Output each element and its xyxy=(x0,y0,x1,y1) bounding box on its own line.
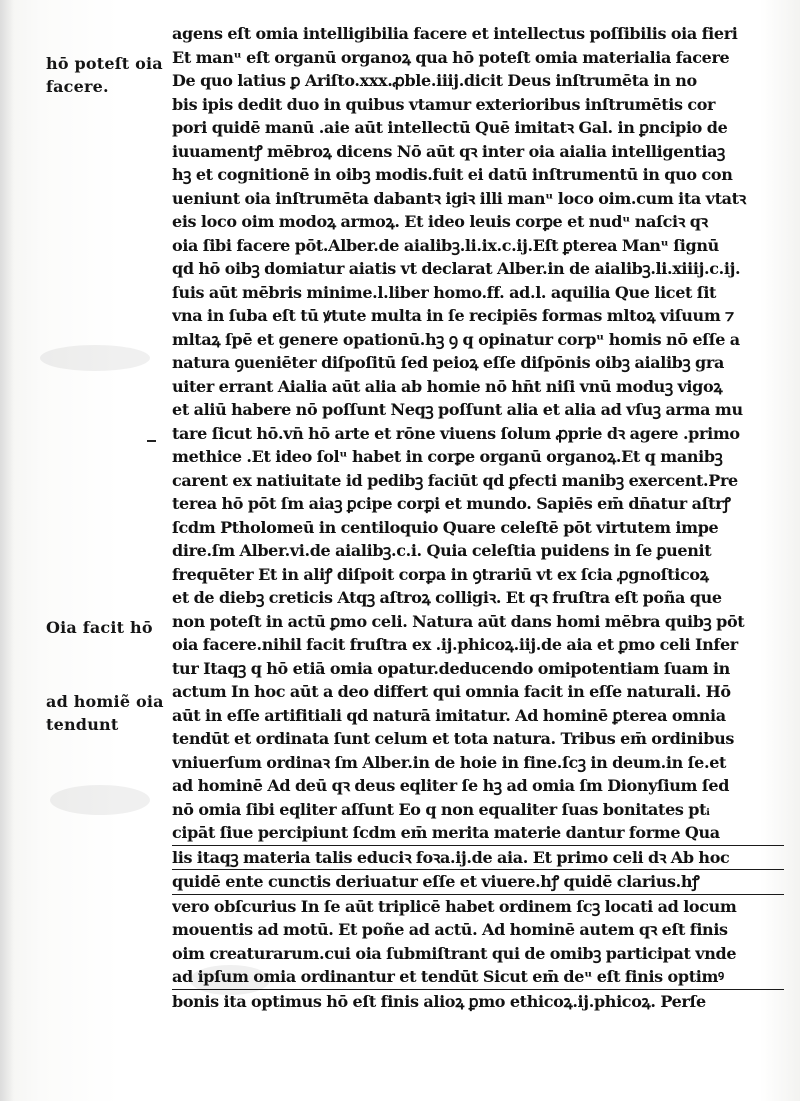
text-line: mltaꝝ ſpē et genere opationū.hꝫ ꝯ q opinatur corpᵘ homis nō eſſe a xyxy=(172,329,740,349)
text-line: terea hō pōt ſm aiaꝫ ꝑcipe corꝑi et mundo. Sapiēs em̄ dn̄atur aſtrꝭ xyxy=(172,494,731,513)
page-gutter-shadow xyxy=(0,0,14,1101)
margin-note-line: Oia facit hō xyxy=(46,618,153,637)
text-line: bis ipis dedit duo in quibus vtamur exterioribus inſtrumētis cor xyxy=(172,94,716,114)
text-line: actum In hoc aūt a deo differt qui omnia facit in eſſe naturali. Hō xyxy=(172,682,731,701)
text-line: vniuerſum ordinaꝛ ſm Alber.in de hoie in fine.ſcꝫ in deum.in ſe.et xyxy=(172,752,727,772)
margin-note-line: tendunt xyxy=(46,715,119,734)
text-line: ueniunt oia inſtrumēta dabantꝛ igiꝛ illi manᵘ loco oim.cum ita vtatꝛ xyxy=(172,188,746,208)
text-line: mouentis ad motū. Et poñe ad actū. Ad hominē autem qꝛ eſt finis xyxy=(172,920,728,939)
text-line-underlined: quidē ente cunctis deriuatur eſſe et viuere.hꝭ quidē clarius.hꝭ xyxy=(172,870,784,895)
text-line: uiter errant Aialia aūt alia ab homie nō hn̄t niſi vnū moduꝫ vigoꝝ xyxy=(172,376,723,396)
text-line: De quo latius ꝑ Ariſto.xxx.ꝓble.iiij.dicit Deus inſtrumēta in no xyxy=(172,71,697,90)
text-line-underlined: cipāt ſiue percipiunt ſcdm em̄ merita materie dantur forme Qua xyxy=(172,821,784,846)
main-text-column xyxy=(172,22,784,1013)
text-line: oim creaturarum.cui oia ſubmiſtrant qui de omibꝫ participat vnde xyxy=(172,943,737,963)
text-line: oia ſibi facere pōt.Alber.de aialibꝫ.li.ix.c.ij.Eſt ꝑterea Manᵘ ſignū xyxy=(172,235,719,255)
text-line: non poteſt in actū ꝑmo celi. Natura aūt dans homi mēbra quibꝫ pōt xyxy=(172,611,745,631)
text-line: Et manᵘ eſt organū organoꝝ qua hō poteſt omia materialia facere xyxy=(172,47,730,67)
text-line: nō omia ſibi eqliter aſſunt Eo q non equaliter ſuas bonitates ptᵢ xyxy=(172,799,710,819)
text-line: frequēter Et in aliꝭ diſpoit corꝑa in ꝯtrariū vt ex ſcia ꝓgnoſticoꝝ xyxy=(172,564,709,584)
text-line: vna in ſuba eſt tū ꝟtute multa in ſe recipiēs formas mltoꝝ viſuum ⁊ xyxy=(172,306,734,325)
margin-note-power xyxy=(46,52,164,98)
text-line: methice .Et ideo ſolᵘ habet in corꝑe organū organoꝝ.Et q manibꝫ xyxy=(172,447,723,466)
text-line: ad hominē Ad deū qꝛ deus eqliter ſe hꝫ ad omia ſm Dionyſium ſed xyxy=(172,776,730,795)
text-line: ſuis aūt mēbris minime.l.liber homo.ff. ad.l. aquilia Que licet ſit xyxy=(172,282,717,302)
text-line: dire.ſm Alber.vi.de aialibꝫ.c.i. Quia celeſtia puidens in ſe ꝑuenit xyxy=(172,541,712,560)
margin-note-makes-all xyxy=(46,616,164,639)
text-line: agens eſt omia intelligibilia facere et intellectus poſſibilis oia fieri xyxy=(172,24,738,43)
text-line: oia facere.nihil facit fruſtra ex .ij.phicoꝝ.iij.de aia et ꝑmo celi Infer xyxy=(172,635,738,654)
margin-note-line: hō poteſt oia xyxy=(46,54,163,73)
margin-dash-mark xyxy=(147,440,156,442)
text-line: eis loco oim modoꝝ armoꝝ. Et ideo leuis corꝑe et nudᵘ naſciꝛ qꝛ xyxy=(172,212,708,231)
text-line-underlined: ad ipſum omia ordinantur et tendūt Sicut em̄ deᵘ eſt finis optimꝰ xyxy=(172,965,784,990)
text-line: qd hō oibꝫ domiatur aiatis vt declarat Alber.in de aialibꝫ.li.xiiij.c.ij. xyxy=(172,259,741,278)
text-line: et de diebꝫ creticis Atqꝫ aſtroꝝ colligiꝛ. Et qꝛ fruſtra eſt poña que xyxy=(172,588,722,607)
text-line: et aliū habere nō poſſunt Neqꝫ poſſunt alia et alia ad vſuꝫ arma mu xyxy=(172,400,743,419)
text-line: tur Itaqꝫ q hō etiā omia opatur.deducendo omipotentiam ſuam in xyxy=(172,658,730,678)
text-line: carent ex natiuitate id pedibꝫ faciūt qd ꝑfecti manibꝫ exercent.Pre xyxy=(172,470,738,490)
text-line: vero obſcurius In ſe aūt triplicē habet ordinem ſcꝫ locati ad locum xyxy=(172,896,737,916)
text-line: tare ſicut hō.vn̄ hō arte et rōne viuens ſolum ꝓprie dꝛ agere .primo xyxy=(172,423,740,443)
text-line: ſcdm Ptholomeū in centiloquio Quare celeſtē pōt virtutem impe xyxy=(172,517,719,537)
text-line: natura ꝯueniēter diſpoſitū ſed peioꝝ eſſe diſpōnis oibꝫ aialibꝫ gra xyxy=(172,353,724,372)
text-line: bonis ita optimus hō eſt finis alioꝝ ꝑmo ethicoꝝ.ij.phicoꝝ. Perſe xyxy=(172,991,706,1011)
text-line: hꝫ et cognitionē in oibꝫ modis.fuit ei datū inſtrumentū in quo con xyxy=(172,165,733,184)
text-line: tendūt et ordinata ſunt celum et tota natura. Tribus em̄ ordinibus xyxy=(172,729,735,748)
ink-smudge xyxy=(50,785,150,815)
ink-smudge xyxy=(40,345,150,371)
text-line-underlined: lis itaqꝫ materia talis educiꝛ foꝛa.ij.de aia. Et primo celi dꝛ Ab hoc xyxy=(172,846,784,871)
margin-note-line: ad homiẽ oia xyxy=(46,692,164,711)
text-line: pori quidē manū .aie aūt intellectū Quē imitatꝛ Gal. in ꝑncipio de xyxy=(172,118,728,137)
text-line: iuuamentꝭ mēbroꝝ dicens Nō aūt qꝛ inter oia aialia intelligentiaꝫ xyxy=(172,141,725,161)
margin-note-line: facere. xyxy=(46,77,109,96)
margin-note-tend-to-man xyxy=(46,690,164,736)
text-line: aūt in eſſe artifitiali qd naturā imitatur. Ad hominē ꝑterea omnia xyxy=(172,705,726,725)
